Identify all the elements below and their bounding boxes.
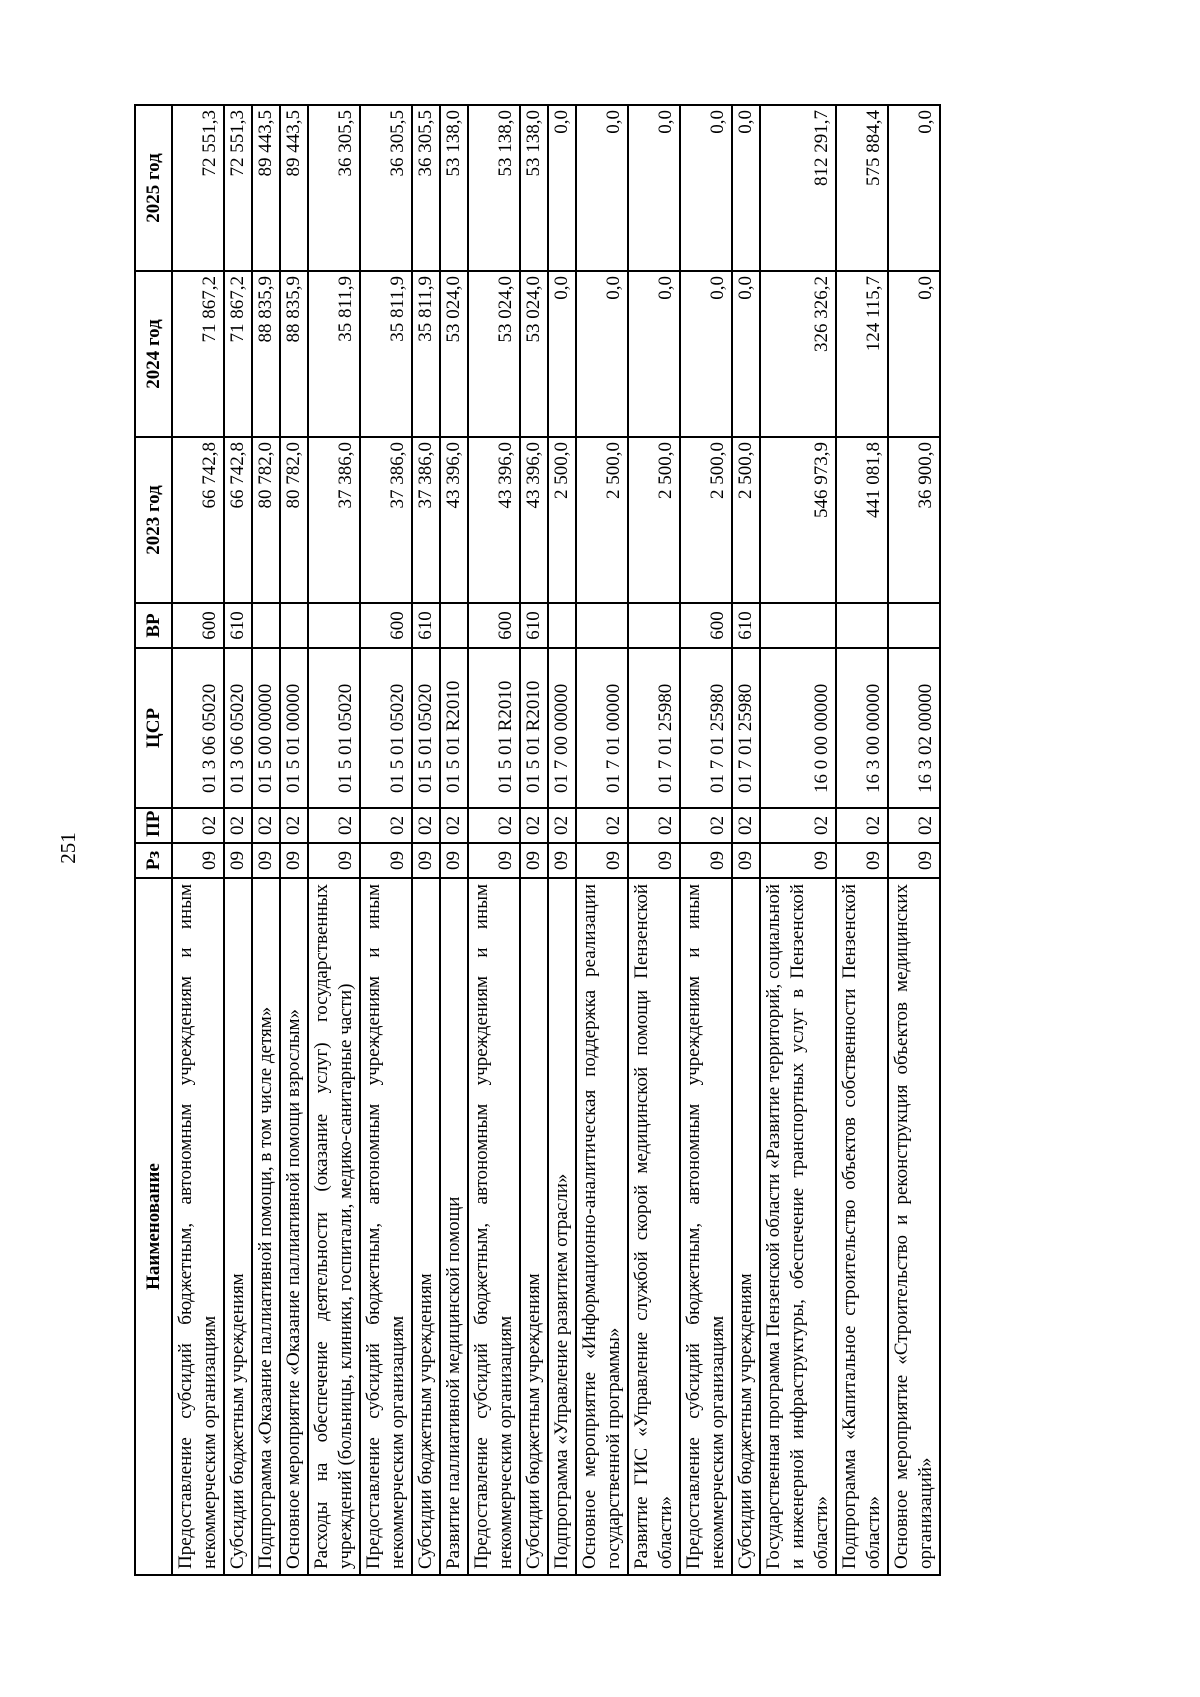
cell-pr: 02 xyxy=(836,808,888,843)
cell-y2025: 72 551,3 xyxy=(224,105,252,271)
cell-name: Развитие паллиативной медицинской помощи xyxy=(440,878,468,1575)
cell-pr: 02 xyxy=(760,808,836,843)
cell-y2025: 36 305,5 xyxy=(412,105,440,271)
cell-y2025: 0,0 xyxy=(628,105,680,271)
cell-vr: 600 xyxy=(172,603,224,648)
table-row xyxy=(628,105,680,1575)
cell-name: Субсидии бюджетным учреждениям xyxy=(520,878,548,1575)
cell-csr: 01 5 01 00000 xyxy=(280,648,308,808)
cell-y2025: 89 443,5 xyxy=(280,105,308,271)
cell-name: Развитие ГИС «Управление службой скорой медицинской помощи Пензенской области» xyxy=(628,878,680,1575)
cell-name: Субсидии бюджетным учреждениям xyxy=(732,878,760,1575)
cell-y2024: 0,0 xyxy=(576,271,628,437)
cell-y2023: 37 386,0 xyxy=(360,437,412,603)
cell-csr: 01 5 00 00000 xyxy=(252,648,280,808)
cell-vr xyxy=(440,603,468,648)
cell-y2023: 80 782,0 xyxy=(280,437,308,603)
cell-y2024: 35 811,9 xyxy=(412,271,440,437)
cell-vr xyxy=(760,603,836,648)
cell-vr xyxy=(836,603,888,648)
cell-rz: 09 xyxy=(308,843,360,878)
table-row xyxy=(360,105,412,1575)
cell-y2025: 812 291,7 xyxy=(760,105,836,271)
cell-y2023: 43 396,0 xyxy=(468,437,520,603)
cell-y2025: 36 305,5 xyxy=(308,105,360,271)
cell-pr: 02 xyxy=(732,808,760,843)
cell-y2024: 53 024,0 xyxy=(440,271,468,437)
table-row xyxy=(440,105,468,1575)
cell-rz: 09 xyxy=(520,843,548,878)
cell-csr: 01 7 01 25980 xyxy=(628,648,680,808)
header-vr: ВР xyxy=(135,603,172,648)
table-row xyxy=(252,105,280,1575)
header-2024: 2024 год xyxy=(135,271,172,437)
cell-rz: 09 xyxy=(252,843,280,878)
cell-y2025: 0,0 xyxy=(548,105,576,271)
cell-rz: 09 xyxy=(172,843,224,878)
cell-y2024: 0,0 xyxy=(888,271,940,437)
table-row xyxy=(308,105,360,1575)
cell-vr: 610 xyxy=(224,603,252,648)
cell-name: Основное мероприятие «Информационно-аналитическая поддержка реализации государственной программы» xyxy=(576,878,628,1575)
cell-csr: 01 7 01 25980 xyxy=(732,648,760,808)
cell-y2024: 53 024,0 xyxy=(520,271,548,437)
cell-csr: 01 7 01 25980 xyxy=(680,648,732,808)
cell-pr: 02 xyxy=(888,808,940,843)
cell-pr: 02 xyxy=(440,808,468,843)
cell-y2023: 37 386,0 xyxy=(308,437,360,603)
cell-y2024: 326 326,2 xyxy=(760,271,836,437)
cell-vr: 600 xyxy=(360,603,412,648)
cell-vr xyxy=(888,603,940,648)
cell-y2024: 0,0 xyxy=(628,271,680,437)
cell-vr: 610 xyxy=(520,603,548,648)
cell-y2023: 36 900,0 xyxy=(888,437,940,603)
cell-y2025: 53 138,0 xyxy=(440,105,468,271)
cell-y2024: 0,0 xyxy=(680,271,732,437)
cell-vr xyxy=(548,603,576,648)
cell-vr xyxy=(280,603,308,648)
cell-rz: 09 xyxy=(440,843,468,878)
cell-y2023: 66 742,8 xyxy=(224,437,252,603)
cell-y2024: 53 024,0 xyxy=(468,271,520,437)
cell-y2024: 0,0 xyxy=(548,271,576,437)
cell-rz: 09 xyxy=(360,843,412,878)
cell-vr xyxy=(308,603,360,648)
table-row xyxy=(680,105,732,1575)
header-2023: 2023 год xyxy=(135,437,172,603)
cell-vr xyxy=(252,603,280,648)
cell-rz: 09 xyxy=(280,843,308,878)
cell-csr: 01 3 06 05020 xyxy=(224,648,252,808)
cell-pr: 02 xyxy=(628,808,680,843)
cell-y2024: 88 835,9 xyxy=(280,271,308,437)
cell-name: Основное мероприятие «Оказание паллиативной помощи взрослым» xyxy=(280,878,308,1575)
header-csr: ЦСР xyxy=(135,648,172,808)
cell-y2025: 0,0 xyxy=(732,105,760,271)
table-row xyxy=(576,105,628,1575)
table-row xyxy=(760,105,836,1575)
cell-csr: 01 5 01 05020 xyxy=(412,648,440,808)
cell-name: Предоставление субсидий бюджетным, автономным учреждениям и иным некоммерческим организациям xyxy=(468,878,520,1575)
cell-y2024: 71 867,2 xyxy=(172,271,224,437)
cell-y2023: 546 973,9 xyxy=(760,437,836,603)
cell-csr: 01 7 01 00000 xyxy=(576,648,628,808)
table-row xyxy=(888,105,940,1575)
cell-y2023: 441 081,8 xyxy=(836,437,888,603)
cell-pr: 02 xyxy=(520,808,548,843)
cell-rz: 09 xyxy=(628,843,680,878)
cell-name: Подпрограмма «Управление развитием отрасли» xyxy=(548,878,576,1575)
cell-pr: 02 xyxy=(360,808,412,843)
cell-name: Государственная программа Пензенской области «Развитие территорий, социальной и инженерной инфраструктуры, обеспечение транспортных услуг в Пензенской области» xyxy=(760,878,836,1575)
cell-rz: 09 xyxy=(680,843,732,878)
cell-rz: 09 xyxy=(732,843,760,878)
cell-y2024: 35 811,9 xyxy=(308,271,360,437)
header-rz: Рз xyxy=(135,843,172,878)
cell-y2023: 66 742,8 xyxy=(172,437,224,603)
cell-rz: 09 xyxy=(468,843,520,878)
rotated-table-container xyxy=(134,106,1040,1576)
cell-vr xyxy=(576,603,628,648)
header-name: Наименование xyxy=(135,878,172,1575)
cell-pr: 02 xyxy=(412,808,440,843)
cell-y2023: 80 782,0 xyxy=(252,437,280,603)
cell-y2025: 0,0 xyxy=(680,105,732,271)
cell-csr: 01 7 00 00000 xyxy=(548,648,576,808)
table-row xyxy=(520,105,548,1575)
cell-csr: 16 0 00 00000 xyxy=(760,648,836,808)
cell-pr: 02 xyxy=(680,808,732,843)
cell-vr: 610 xyxy=(732,603,760,648)
cell-name: Предоставление субсидий бюджетным, автономным учреждениям и иным некоммерческим организациям xyxy=(360,878,412,1575)
cell-pr: 02 xyxy=(548,808,576,843)
cell-rz: 09 xyxy=(888,843,940,878)
cell-csr: 01 5 01 05020 xyxy=(360,648,412,808)
cell-rz: 09 xyxy=(412,843,440,878)
cell-y2025: 53 138,0 xyxy=(520,105,548,271)
cell-rz: 09 xyxy=(836,843,888,878)
cell-y2025: 575 884,4 xyxy=(836,105,888,271)
cell-rz: 09 xyxy=(760,843,836,878)
cell-vr: 600 xyxy=(468,603,520,648)
table-row xyxy=(224,105,252,1575)
cell-rz: 09 xyxy=(576,843,628,878)
cell-y2023: 2 500,0 xyxy=(548,437,576,603)
cell-y2025: 0,0 xyxy=(888,105,940,271)
cell-csr: 16 3 00 00000 xyxy=(836,648,888,808)
cell-name: Предоставление субсидий бюджетным, автономным учреждениям и иным некоммерческим организациям xyxy=(680,878,732,1575)
cell-y2023: 2 500,0 xyxy=(628,437,680,603)
cell-csr: 01 5 01 R2010 xyxy=(468,648,520,808)
cell-y2023: 37 386,0 xyxy=(412,437,440,603)
cell-y2025: 0,0 xyxy=(576,105,628,271)
cell-y2023: 43 396,0 xyxy=(520,437,548,603)
page-number: 251 xyxy=(56,832,80,864)
table-row xyxy=(412,105,440,1575)
table-row xyxy=(836,105,888,1575)
cell-vr: 610 xyxy=(412,603,440,648)
cell-csr: 01 5 01 05020 xyxy=(308,648,360,808)
cell-name: Основное мероприятие «Строительство и реконструкция объектов медицинских организаций» xyxy=(888,878,940,1575)
cell-pr: 02 xyxy=(252,808,280,843)
cell-name: Предоставление субсидий бюджетным, автономным учреждениям и иным некоммерческим организациям xyxy=(172,878,224,1575)
cell-y2024: 35 811,9 xyxy=(360,271,412,437)
cell-y2023: 2 500,0 xyxy=(732,437,760,603)
table-row xyxy=(732,105,760,1575)
cell-csr: 01 3 06 05020 xyxy=(172,648,224,808)
cell-pr: 02 xyxy=(280,808,308,843)
cell-y2023: 2 500,0 xyxy=(680,437,732,603)
header-2025: 2025 год xyxy=(135,105,172,271)
cell-vr xyxy=(628,603,680,648)
cell-pr: 02 xyxy=(576,808,628,843)
cell-y2024: 124 115,7 xyxy=(836,271,888,437)
cell-y2023: 43 396,0 xyxy=(440,437,468,603)
cell-y2025: 36 305,5 xyxy=(360,105,412,271)
table-row xyxy=(172,105,224,1575)
table-row xyxy=(548,105,576,1575)
cell-y2025: 53 138,0 xyxy=(468,105,520,271)
cell-vr: 600 xyxy=(680,603,732,648)
cell-name: Расходы на обеспечение деятельности (оказание услуг) государственных учреждений (больницы, клиники, госпитали, медико-санитарные части) xyxy=(308,878,360,1575)
header-pr: ПР xyxy=(135,808,172,843)
cell-y2025: 89 443,5 xyxy=(252,105,280,271)
cell-rz: 09 xyxy=(548,843,576,878)
cell-csr: 01 5 01 R2010 xyxy=(440,648,468,808)
cell-y2025: 72 551,3 xyxy=(172,105,224,271)
cell-name: Подпрограмма «Капитальное строительство объектов собственности Пензенской области» xyxy=(836,878,888,1575)
cell-pr: 02 xyxy=(468,808,520,843)
cell-csr: 16 3 02 00000 xyxy=(888,648,940,808)
cell-pr: 02 xyxy=(224,808,252,843)
cell-csr: 01 5 01 R2010 xyxy=(520,648,548,808)
cell-pr: 02 xyxy=(172,808,224,843)
cell-y2024: 88 835,9 xyxy=(252,271,280,437)
table-row xyxy=(468,105,520,1575)
cell-y2023: 2 500,0 xyxy=(576,437,628,603)
table-row xyxy=(280,105,308,1575)
budget-table xyxy=(134,104,941,1576)
cell-name: Подпрограмма «Оказание паллиативной помощи, в том числе детям» xyxy=(252,878,280,1575)
cell-y2024: 71 867,2 xyxy=(224,271,252,437)
table-header-row xyxy=(135,105,172,1575)
cell-name: Субсидии бюджетным учреждениям xyxy=(412,878,440,1575)
cell-name: Субсидии бюджетным учреждениям xyxy=(224,878,252,1575)
cell-pr: 02 xyxy=(308,808,360,843)
cell-rz: 09 xyxy=(224,843,252,878)
cell-y2024: 0,0 xyxy=(732,271,760,437)
